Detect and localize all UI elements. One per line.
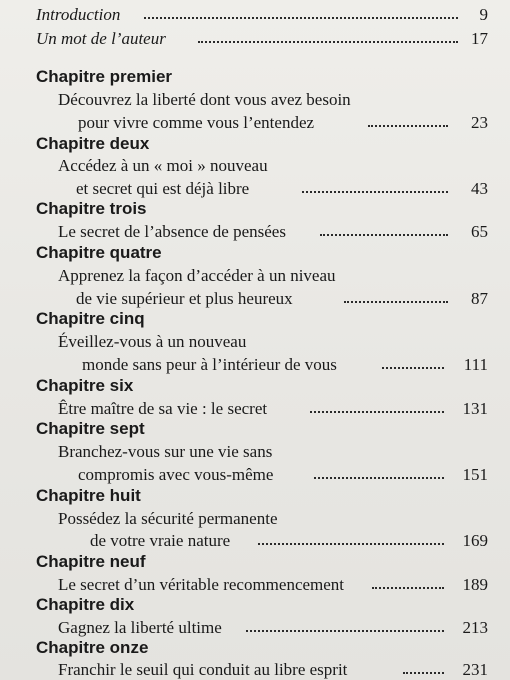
chapter-title-line: et secret qui est déjà libre — [76, 179, 250, 198]
toc-entry-page: 17 — [471, 29, 488, 48]
dot-leader — [198, 41, 458, 43]
toc-entry-page: 213 — [462, 618, 488, 637]
dot-leader — [302, 191, 448, 193]
chapter-title-line: Gagnez la liberté ultime — [58, 618, 222, 637]
dot-leader — [344, 301, 448, 303]
chapter-title-line: Éveillez-vous à un nouveau — [58, 332, 247, 351]
chapter-label: Chapitre trois — [36, 199, 147, 218]
toc-entry-chapter-8 — [90, 531, 488, 557]
chapter-title-line: de votre vraie nature — [90, 531, 231, 550]
dot-leader — [144, 17, 458, 19]
chapter-label: Chapitre huit — [36, 486, 141, 505]
dot-leader — [314, 477, 444, 479]
chapter-label: Chapitre onze — [36, 638, 149, 657]
toc-entry-title: Introduction — [36, 5, 121, 24]
dot-leader — [310, 411, 444, 413]
chapter-title-line: Possédez la sécurité permanente — [58, 509, 278, 528]
toc-entry-chapter-11 — [58, 660, 488, 680]
chapter-title-line: Accédez à un « moi » nouveau — [58, 156, 268, 175]
chapter-label: Chapitre deux — [36, 134, 150, 153]
toc-entry-page: 65 — [471, 222, 488, 241]
dot-leader — [246, 630, 444, 632]
toc-entry-page: 131 — [462, 399, 488, 418]
chapter-title-line: monde sans peur à l’intérieur de vous — [82, 355, 337, 374]
chapter-label: Chapitre dix — [36, 595, 135, 614]
toc-entry-page: 231 — [462, 660, 488, 679]
chapter-title-line: Le secret de l’absence de pensées — [58, 222, 286, 241]
chapter-title-line: Le secret d’un véritable recommencement — [58, 575, 345, 594]
chapter-title-line: de vie supérieur et plus heureux — [76, 289, 293, 308]
toc-entry-page: 43 — [471, 179, 488, 198]
toc-entry-author-note — [36, 29, 488, 55]
toc-entry-page: 87 — [471, 289, 488, 308]
dot-leader — [320, 234, 448, 236]
toc-entry-page: 111 — [463, 355, 488, 374]
dot-leader — [258, 543, 444, 545]
toc-entry-page: 189 — [462, 575, 488, 594]
chapter-label: Chapitre cinq — [36, 309, 145, 328]
chapter-label: Chapitre premier — [36, 67, 173, 86]
chapter-title-line: Être maître de sa vie : le secret — [58, 399, 268, 418]
chapter-label: Chapitre quatre — [36, 243, 162, 262]
toc-entry-page: 151 — [462, 465, 488, 484]
dot-leader — [372, 587, 444, 589]
chapter-title-line: Branchez-vous sur une vie sans — [58, 442, 273, 461]
toc-entry-page: 9 — [479, 5, 488, 24]
chapter-label: Chapitre neuf — [36, 552, 146, 571]
toc-entry-title: Un mot de l’auteur — [36, 29, 166, 48]
chapter-label: Chapitre sept — [36, 419, 145, 438]
dot-leader — [368, 125, 448, 127]
toc-entry-page: 23 — [471, 113, 488, 132]
chapter-title-line: Apprenez la façon d’accéder à un niveau — [58, 266, 336, 285]
chapter-title-line: Franchir le seuil qui conduit au libre esprit — [58, 660, 348, 679]
toc-entry-chapter-5 — [82, 355, 488, 381]
chapter-title-line: Découvrez la liberté dont vous avez besoin — [58, 90, 351, 109]
toc-entry-introduction — [36, 5, 488, 31]
toc-entry-page: 169 — [462, 531, 488, 550]
dot-leader — [403, 672, 444, 674]
chapter-label: Chapitre six — [36, 376, 134, 395]
chapter-title-line: compromis avec vous-même — [78, 465, 274, 484]
chapter-title-line: pour vivre comme vous l’entendez — [78, 113, 315, 132]
dot-leader — [382, 367, 444, 369]
